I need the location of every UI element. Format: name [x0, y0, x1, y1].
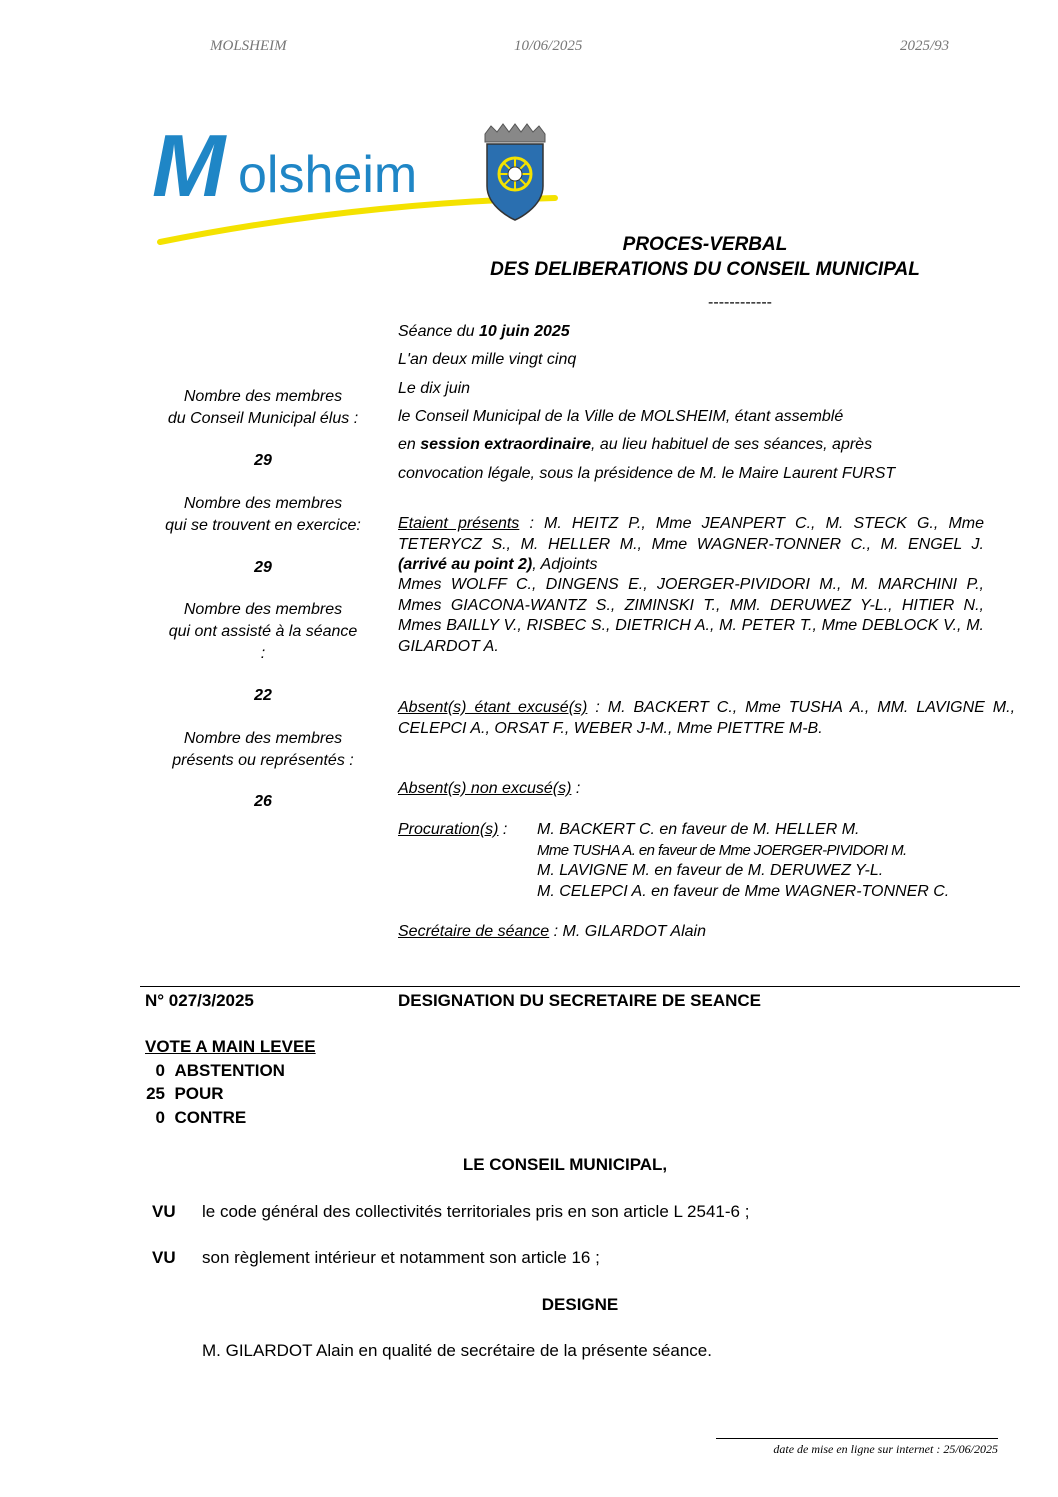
- council-heading: LE CONSEIL MUNICIPAL,: [462, 1155, 668, 1174]
- vu-text: son règlement intérieur et notamment son article 16 ;: [202, 1248, 600, 1267]
- vote-label: CONTRE: [174, 1108, 247, 1127]
- stat-exercice-label-2: qui se trouvent en exercice:: [165, 517, 361, 534]
- header-date: 10/06/2025: [514, 38, 583, 54]
- secretaire-label: Secrétaire de séance: [398, 923, 550, 940]
- procurations-label: Procuration(s): [398, 821, 499, 838]
- procuration-item: Mme TUSHA A. en faveur de Mme JOERGER-PIVIDORI M.: [537, 842, 907, 859]
- vu-label: VU: [152, 1202, 176, 1221]
- presents-adjoints: M. HEITZ P., Mme JEANPERT C., M. STECK G., Mme TETERYCZ S., M. HELLER M., Mme WAGNER-TONNER C., M. ENGEL J.: [398, 515, 984, 553]
- deliberation-title: DESIGNATION DU SECRETAIRE DE SEANCE: [398, 991, 762, 1010]
- stat-assiste-label-3: :: [260, 645, 266, 662]
- vote-count: 25: [146, 1084, 165, 1103]
- title-line2: DES DELIBERATIONS DU CONSEIL MUNICIPAL: [490, 259, 920, 280]
- stat-assiste-label-2: qui ont assisté à la séance: [168, 623, 358, 640]
- footer-date: date de mise en ligne sur internet : 25/06/2025: [773, 1442, 998, 1456]
- vote-title: VOTE A MAIN LEVEE: [145, 1037, 316, 1056]
- vote-row: [145, 1061, 285, 1081]
- procuration-item: M. BACKERT C. en faveur de M. HELLER M.: [537, 821, 860, 838]
- stat-presents-value: 26: [254, 793, 272, 810]
- excuses-block: [398, 698, 1015, 739]
- title-line1: PROCES-VERBAL: [622, 234, 788, 255]
- stat-assiste-label-1: Nombre des membres: [183, 601, 343, 618]
- stat-assiste-value: 22: [254, 687, 272, 704]
- non-excuses-sep: :: [571, 780, 581, 797]
- stat-presents-label-2: présents ou représentés :: [172, 752, 354, 769]
- procuration-item: M. LAVIGNE M. en faveur de M. DERUWEZ Y-L.: [537, 862, 884, 879]
- session-line4: le Conseil Municipal de la Ville de MOLSHEIM, étant assemblé: [398, 408, 844, 425]
- molsheim-logo-graphic: [150, 110, 570, 250]
- secretaire-text: : M. GILARDOT Alain: [549, 923, 706, 940]
- presents-note: (arrivé au point 2): [398, 556, 533, 573]
- non-excuses-block: [398, 780, 580, 798]
- presents-sep: :: [519, 515, 545, 532]
- title-dashes: ------------: [708, 294, 772, 311]
- stat-presents-label: [140, 728, 386, 772]
- stat-presents-label-1: Nombre des membres: [183, 730, 343, 747]
- logo-initial: M: [152, 116, 226, 215]
- excuses-sep: :: [587, 699, 608, 716]
- session-type: session extraordinaire: [420, 436, 591, 453]
- section-divider: [140, 986, 1020, 987]
- presents-label: Etaient présents: [398, 515, 520, 532]
- session-line3: Le dix juin: [398, 380, 471, 397]
- vote-count: 0: [155, 1108, 165, 1127]
- stat-exercice-value: 29: [254, 559, 272, 576]
- molsheim-logo: [150, 110, 570, 250]
- procurations-sep: :: [498, 821, 508, 838]
- vote-label: ABSTENTION: [174, 1061, 285, 1080]
- presents-block: [398, 514, 984, 576]
- session-line5-prefix: en: [398, 436, 421, 453]
- presents-conseillers: Mmes WOLFF C., DINGENS E., JOERGER-PIVIDORI M., M. MARCHINI P., Mmes GIACONA-WANTZ S., ZIMINSKI T., MM. DERUWEZ Y-L., HITIER N., Mmes BAILLY V., RISBEC S., DIETRICH A., M. PETER T., Mme DEBLOCK V., M. GILARDOT A.: [398, 576, 984, 655]
- header-city: MOLSHEIM: [210, 38, 287, 54]
- vote-count: 0: [155, 1061, 165, 1080]
- header-ref: 2025/93: [900, 38, 950, 54]
- presents-adjoints-suffix: , Adjoints: [532, 556, 598, 573]
- stat-exercice-label: [140, 493, 386, 537]
- procuration-item: M. CELEPCI A. en faveur de Mme WAGNER-TONNER C.: [537, 883, 950, 900]
- deliberation-number: N° 027/3/2025: [145, 991, 254, 1010]
- designe-heading: DESIGNE: [541, 1295, 619, 1314]
- vote-row: [145, 1084, 224, 1104]
- stat-elus-label-1: Nombre des membres: [183, 388, 343, 405]
- vote-label: POUR: [174, 1084, 224, 1103]
- session-line2: L'an deux mille vingt cinq: [398, 351, 577, 368]
- session-line1: [398, 323, 570, 341]
- coat-of-arms-icon: [485, 124, 545, 220]
- session-date: 10 juin 2025: [478, 323, 570, 340]
- session-line6: convocation légale, sous la présidence de M. le Maire Laurent FURST: [398, 465, 896, 482]
- stat-assiste-label: [140, 599, 386, 665]
- stat-exercice-label-1: Nombre des membres: [183, 495, 343, 512]
- session-line5: [398, 436, 872, 454]
- stat-elus-value: 29: [254, 452, 272, 469]
- session-line5-suffix: , au lieu habituel de ses séances, après: [591, 436, 873, 453]
- secretaire-block: [398, 923, 706, 941]
- stat-elus-label-2: du Conseil Municipal élus :: [167, 410, 359, 427]
- procurations-label-block: [398, 821, 507, 839]
- vu-text: le code général des collectivités territoriales pris en son article L 2541-6 ;: [202, 1202, 750, 1221]
- non-excuses-label: Absent(s) non excusé(s): [398, 780, 572, 797]
- session-date-prefix: Séance du: [398, 323, 479, 340]
- excuses-text: M. BACKERT C., Mme TUSHA A., MM. LAVIGNE M., CELEPCI A., ORSAT F., WEBER J-M., Mme PIETTRE M-B.: [398, 699, 1016, 737]
- stat-elus-label: [140, 386, 386, 430]
- vu-label: VU: [152, 1248, 176, 1267]
- decision-text: M. GILARDOT Alain en qualité de secrétaire de la présente séance.: [202, 1341, 712, 1360]
- vote-row: [145, 1108, 246, 1128]
- footer-rule: [716, 1438, 998, 1439]
- logo-wordmark: olsheim: [238, 146, 418, 204]
- excuses-label: Absent(s) étant excusé(s): [398, 699, 588, 716]
